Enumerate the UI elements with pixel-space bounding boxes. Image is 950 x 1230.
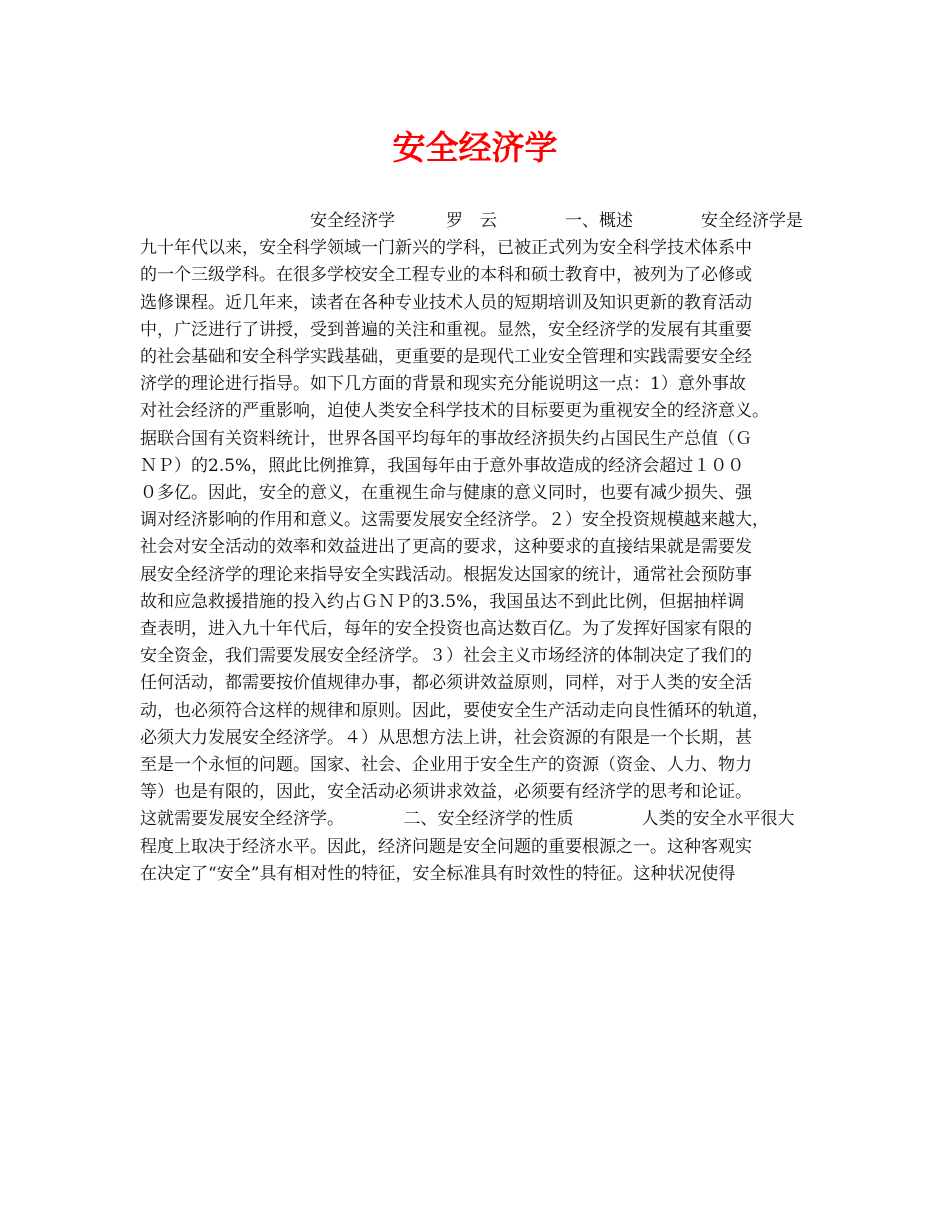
body-line: 对社会经济的严重影响，迫使人类安全科学技术的目标要更为重视安全的经济意义。 xyxy=(140,401,769,422)
body-line: 在决定了“安全”具有相对性的特征，安全标准具有时效性的特征。这种状况使得 xyxy=(140,863,736,884)
body-line: 安全资金，我们需要发展安全经济学。３）社会主义市场经济的体制决定了我们的 xyxy=(140,646,752,667)
body-line: 社会对安全活动的效率和效益进出了更高的要求，这种要求的直接结果就是需要发 xyxy=(140,537,752,558)
body-line: 的一个三级学科。在很多学校安全工程专业的本科和硕士教育中，被列为了必修或 xyxy=(140,265,752,286)
body-line: 程度上取决于经济水平。因此，经济问题是安全问题的重要根源之一。这种客观实 xyxy=(140,836,752,857)
body-line: 安全经济学 罗 云 一、概述 安全经济学是 xyxy=(140,211,803,231)
body-line: 这就需要发展安全经济学。 二、安全经济学的性质 人类的安全水平很大 xyxy=(140,809,795,830)
body-line: 至是一个永恒的问题。国家、社会、企业用于安全生产的资源（资金、人力、物力 xyxy=(140,755,752,776)
body-line: ＮＰ）的2.5%，照此比例推算，我国每年由于意外事故造成的经济会超过１００ xyxy=(140,455,745,476)
body-line: 任何活动，都需要按价值规律办事，都必须讲效益原则，同样，对于人类的安全活 xyxy=(140,673,752,694)
body-line: ０多亿。因此，安全的意义，在重视生命与健康的意义同时，也要有减少损失、强 xyxy=(140,483,752,504)
body-line: 的社会基础和安全科学实践基础，更重要的是现代工业安全管理和实践需要安全经 xyxy=(140,347,752,368)
body-line: 调对经济影响的作用和意义。这需要发展安全经济学。２）安全投资规模越来越大， xyxy=(140,510,769,531)
body-line: 查表明，进入九十年代后，每年的安全投资也高达数百亿。为了发挥好国家有限的 xyxy=(140,619,752,640)
body-line: 九十年代以来，安全科学领域一门新兴的学科，已被正式列为安全科学技术体系中 xyxy=(140,238,752,259)
body-line: 据联合国有关资料统计，世界各国平均每年的事故经济损失约占国民生产总值（Ｇ xyxy=(140,428,752,449)
body-line: 展安全经济学的理论来指导安全实践活动。根据发达国家的统计，通常社会预防事 xyxy=(140,564,752,585)
body-line: 等）也是有限的，因此，安全活动必须讲求效益，必须要有经济学的思考和论证。 xyxy=(140,782,752,803)
body-line: 必须大力发展安全经济学。４）从思想方法上讲，社会资源的有限是一个长期，甚 xyxy=(140,727,752,748)
document-title: 安全经济学 xyxy=(392,128,558,167)
body-line: 选修课程。近几年来，读者在各种专业技术人员的短期培训及知识更新的教育活动 xyxy=(140,292,752,313)
document-body xyxy=(140,208,820,888)
body-line: 动，也必须符合这样的规律和原则。因此，要使安全生产活动走向良性循环的轨道， xyxy=(140,700,769,721)
body-line: 中，广泛进行了讲授，受到普遍的关注和重视。显然，安全经济学的发展有其重要 xyxy=(140,319,752,340)
body-line: 济学的理论进行指导。如下几方面的背景和现实充分能说明这一点：1）意外事故 xyxy=(140,374,746,395)
body-line: 故和应急救援措施的投入约占ＧＮＰ的3.5%，我国虽达不到此比例，但据抽样调 xyxy=(140,591,745,612)
